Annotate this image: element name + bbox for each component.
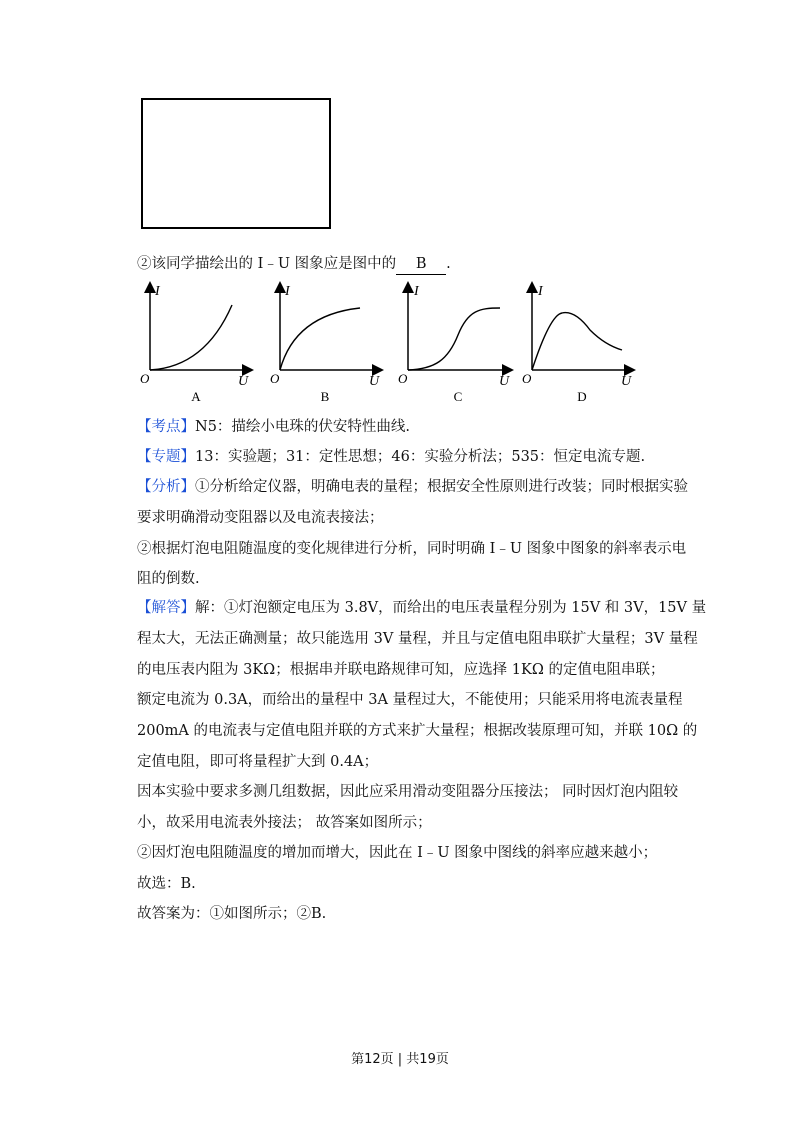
- graph-d-label: D: [577, 389, 587, 404]
- graph-a-origin: O: [140, 371, 150, 386]
- graph-b-y-label: I: [285, 284, 290, 299]
- graph-a-label: A: [191, 389, 201, 404]
- question-line: [137, 254, 451, 275]
- zhuanti-text: 13：实验题；31：定性思想；46：实验分析法；535：恒定电流专题.: [195, 449, 646, 465]
- jieda-line-5: 200mA 的电流表与定值电阻并联的方式来扩大量程；根据改装原理可知，并联 10Ω 的: [137, 723, 698, 739]
- zhuanti-line: [137, 447, 645, 467]
- fenxi-line-3: ②根据灯泡电阻随温度的变化规律进行分析，同时明确 I﹣U 图象中图象的斜率表示电: [137, 541, 687, 557]
- answer-blank: B: [396, 254, 446, 275]
- graph-a: [140, 284, 249, 404]
- kaodian-tag: 【考点】: [137, 419, 195, 435]
- graph-b-curve: [280, 308, 360, 370]
- fenxi-line-2: 要求明确滑动变阻器以及电流表接法；: [137, 510, 384, 526]
- graph-d-curve: [532, 313, 622, 370]
- jieda-tag: 【解答】: [137, 600, 195, 616]
- graph-d-x-label: U: [621, 374, 632, 389]
- graph-d-origin: O: [522, 371, 532, 386]
- zhuanti-tag: 【专题】: [137, 449, 195, 465]
- jieda-text-1: 解：①灯泡额定电压为 3.8V，而给出的电压表量程分别为 15V 和 3V，15V 量: [195, 600, 707, 616]
- graph-c-x-label: U: [499, 374, 510, 389]
- graph-c-curve: [408, 308, 500, 370]
- fenxi-text-1: ①分析给定仪器，明确电表的量程；根据安全性原则进行改装；同时根据实验: [195, 479, 688, 495]
- graph-a-y-label: I: [155, 284, 160, 299]
- jieda-line-9: ②因灯泡电阻随温度的增加而增大，因此在 I﹣U 图象中图线的斜率应越来越小；: [137, 845, 658, 861]
- question-prefix: ②该同学描绘出的 I﹣U 图象应是图中的: [137, 256, 397, 272]
- jieda-line-4: 额定电流为 0.3A，而给出的量程中 3A 量程过大，不能使用；只能采用将电流表量程: [137, 692, 683, 708]
- kaodian-line: [137, 417, 410, 437]
- graph-c-y-label: I: [414, 284, 419, 299]
- circuit-diagram-box: [141, 98, 331, 229]
- graph-c-label: C: [453, 389, 463, 404]
- jieda-line-2: 程太大，无法正确测量；故只能选用 3V 量程，并且与定值电阻串联扩大量程；3V 量程: [137, 631, 698, 647]
- fenxi-tag: 【分析】: [137, 479, 195, 495]
- graph-d-y-label: I: [538, 284, 543, 299]
- page-footer: 第12页 | 共19页: [351, 1052, 449, 1067]
- jieda-line-6: 定值电阻，即可将量程扩大到 0.4A；: [137, 754, 379, 770]
- jieda-line-3: 的电压表内阻为 3KΩ；根据串并联电路规律可知，应选择 1KΩ 的定值电阻串联；: [137, 662, 665, 678]
- graph-b: [270, 284, 380, 404]
- graph-b-origin: O: [270, 371, 280, 386]
- graph-c-origin: O: [398, 371, 408, 386]
- iu-graphs: [130, 275, 650, 415]
- graph-a-x-label: U: [238, 374, 249, 389]
- graph-b-x-label: U: [369, 374, 380, 389]
- jieda-line-7: 因本实验中要求多测几组数据，因此应采用滑动变阻器分压接法； 同时因灯泡内阻较: [137, 784, 679, 800]
- jieda-line-1: [137, 598, 706, 618]
- graph-b-label: B: [320, 389, 330, 404]
- fenxi-line-1: [137, 477, 688, 497]
- question-suffix: .: [446, 256, 451, 272]
- graph-c: [398, 284, 510, 404]
- jieda-line-11: 故答案为：①如图所示；②B.: [137, 906, 327, 922]
- fenxi-line-4: 阻的倒数.: [137, 571, 200, 587]
- kaodian-text: N5：描绘小电珠的伏安特性曲线.: [195, 419, 411, 435]
- graph-d: [522, 284, 632, 404]
- jieda-line-8: 小，故采用电流表外接法； 故答案如图所示；: [137, 815, 432, 831]
- jieda-line-10: 故选：B.: [137, 876, 196, 892]
- graph-a-curve: [150, 305, 232, 370]
